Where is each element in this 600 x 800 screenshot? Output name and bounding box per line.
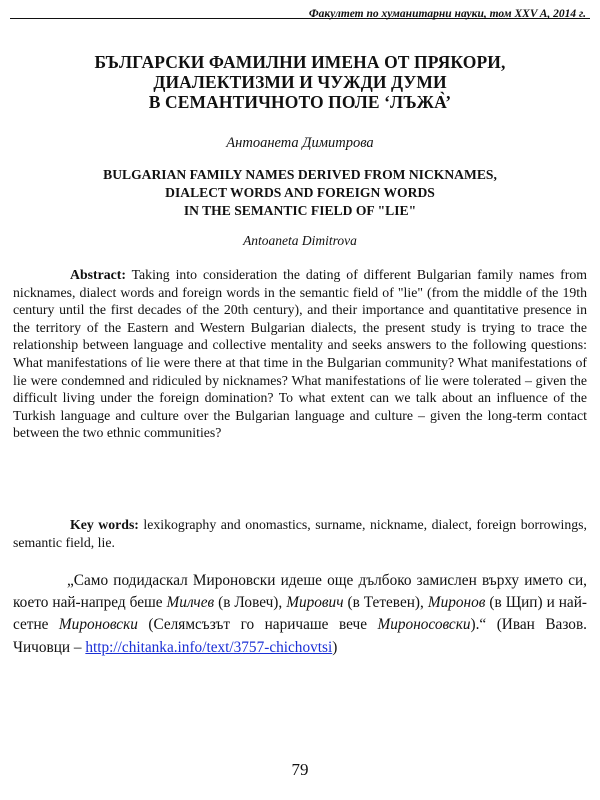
author-english: Antoaneta Dimitrova xyxy=(243,233,357,248)
quote-name: Миронов xyxy=(427,594,486,612)
title-en-line: BULGARIAN FAMILY NAMES DERIVED FROM NICKNAMES, xyxy=(103,167,497,182)
keywords-text: lexikography and onomastics, surname, nickname, dialect, foreign borrowings, semantic field, lie. xyxy=(13,517,587,550)
keywords-label: Key words: xyxy=(70,517,139,532)
quote-name: Мироносовски xyxy=(377,616,471,634)
title-english xyxy=(10,166,590,220)
quote-text: (в Ловеч), xyxy=(214,594,287,612)
quote-name: Мирович xyxy=(286,594,344,612)
title-bulgarian xyxy=(10,52,590,112)
quote-name: Мироновски xyxy=(58,616,138,634)
page-number: 79 xyxy=(291,760,309,779)
running-header xyxy=(10,4,590,19)
source-link[interactable]: http://chitanka.info/text/3757-chichovtsi xyxy=(85,638,333,656)
quote-text: „Само подидаскал Мироновски идеше още дълбоко замислен върху името си, което най-напред беше xyxy=(13,572,587,612)
quote-text: ).“ (Иван Вазов. Чичовци – xyxy=(13,616,587,656)
quote-text: (Селямсъзът го наричаше вече xyxy=(137,616,378,634)
quote-name: Милчев xyxy=(166,594,215,612)
epigraph-quote xyxy=(13,570,587,659)
abstract-paragraph xyxy=(13,266,587,442)
title-bg-line: БЪЛГАРСКИ ФАМИЛНИ ИМЕНА ОТ ПРЯКОРИ, xyxy=(94,52,506,72)
keywords-paragraph xyxy=(13,516,587,551)
abstract-text: Taking into consideration the dating of different Bulgarian family names from nicknames, dialect words and foreign words in the semantic field of "lie" (from the middle of the 19th century until the first decades of the 20th century), and their importance and quantitative presence in the territory of the Eastern and Western Bulgarian dialects, the present study is trying to trace the relationship between language and collective mentality and seeks answers to the following questions: What manifestations of lie were there at that time in the Bulgarian community? What manifestations of lie were condemned and ridiculed by nicknames? What manifestations of lie were tolerated – given the difficult living under the foreign domination? To what extent can we talk about an influence of the Turkish language and culture over the Bulgarian language and culture – given the long-term contact between the two ethnic communities? xyxy=(13,267,587,441)
abstract-label: Abstract: xyxy=(70,267,126,282)
running-head-text: Факултет по хуманитарни науки, том XXV A, 2014 г. xyxy=(308,8,586,20)
title-bg-line: В СЕМАНТИЧНОТО ПОЛЕ ‘ЛЪЖА̀’ xyxy=(148,92,452,112)
title-en-line: DIALECT WORDS AND FOREIGN WORDS xyxy=(165,185,435,200)
author-bulgarian: Антоанета Димитрова xyxy=(226,135,374,151)
title-en-line: IN THE SEMANTIC FIELD OF "LIE" xyxy=(183,203,417,218)
quote-text: ) xyxy=(332,638,338,656)
quote-text: (в Тетевен), xyxy=(343,594,428,612)
title-bg-line: ДИАЛЕКТИЗМИ И ЧУЖДИ ДУМИ xyxy=(153,72,447,92)
quote-text: (в Щип) и най-сетне xyxy=(13,594,587,634)
